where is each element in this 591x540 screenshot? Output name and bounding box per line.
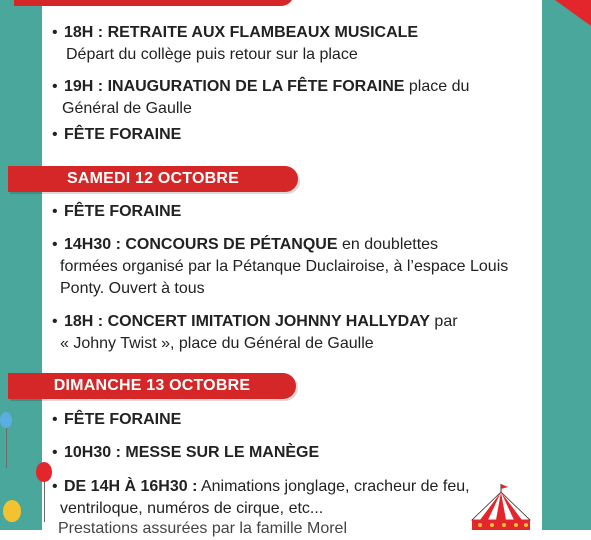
bullet: •	[52, 313, 58, 330]
bullet: •	[52, 24, 58, 41]
circus-tent-icon	[470, 484, 532, 530]
sunday-banner	[8, 373, 296, 399]
item-detail: Général de Gaulle	[62, 100, 192, 117]
item-heading: FÊTE FORAINE	[64, 203, 182, 220]
item-heading: 18H : RETRAITE AUX FLAMBEAUX MUSICALE	[64, 24, 419, 41]
item-heading: 19H : INAUGURATION DE LA FÊTE FORAINE	[64, 78, 405, 95]
list-item	[52, 22, 532, 66]
item-heading: DE 14H À 16H30 :	[64, 478, 198, 495]
bullet: •	[52, 478, 58, 495]
list-item	[52, 76, 532, 120]
item-detail: ventriloque, numéros de cirque, etc...	[60, 500, 324, 517]
item-detail: Départ du collège puis retour sur la place	[66, 46, 358, 63]
right-teal-border	[542, 0, 591, 530]
saturday-title: SAMEDI 12 OCTOBRE	[66, 170, 240, 187]
yellow-balloon-icon	[3, 500, 21, 522]
list-item	[52, 442, 532, 464]
item-text: Animations jonglage, cracheur de feu,	[197, 478, 470, 495]
item-text: en doublettes	[337, 236, 439, 253]
friday-banner	[14, 0, 294, 6]
item-text: place du	[404, 78, 470, 95]
item-detail: formées organisé par la Pétanque Duclairoise, à l’espace Louis	[60, 258, 509, 275]
bullet: •	[52, 411, 58, 428]
item-heading: FÊTE FORAINE	[64, 411, 182, 428]
item-text: par	[429, 313, 458, 330]
item-heading: 18H : CONCERT IMITATION JOHNNY HALLYDAY	[64, 313, 430, 330]
cut-off-line: Prestations assurées par la famille Morel	[58, 520, 348, 537]
list-item	[52, 409, 532, 431]
list-item	[52, 124, 532, 146]
list-item	[52, 201, 532, 223]
balloon-string	[44, 482, 45, 522]
list-item	[52, 476, 532, 520]
item-detail: « Johny Twist », place du Général de Gaulle	[60, 335, 374, 352]
item-detail: Ponty. Ouvert à tous	[60, 280, 205, 297]
list-item	[52, 234, 532, 300]
bullet: •	[52, 126, 58, 143]
bullet: •	[52, 444, 58, 461]
item-heading: FÊTE FORAINE	[64, 126, 182, 143]
blue-balloon-icon	[0, 412, 12, 428]
balloon-string	[6, 428, 7, 468]
bullet: •	[52, 203, 58, 220]
bullet: •	[52, 78, 58, 95]
bullet: •	[52, 236, 58, 253]
list-item	[52, 311, 532, 355]
item-heading: 14H30 : CONCOURS DE PÉTANQUE	[64, 236, 338, 253]
item-heading: 10H30 : MESSE SUR LE MANÈGE	[64, 444, 320, 461]
sunday-title: DIMANCHE 13 OCTOBRE	[53, 377, 251, 394]
red-balloon-icon	[36, 462, 52, 482]
saturday-banner	[8, 166, 298, 192]
